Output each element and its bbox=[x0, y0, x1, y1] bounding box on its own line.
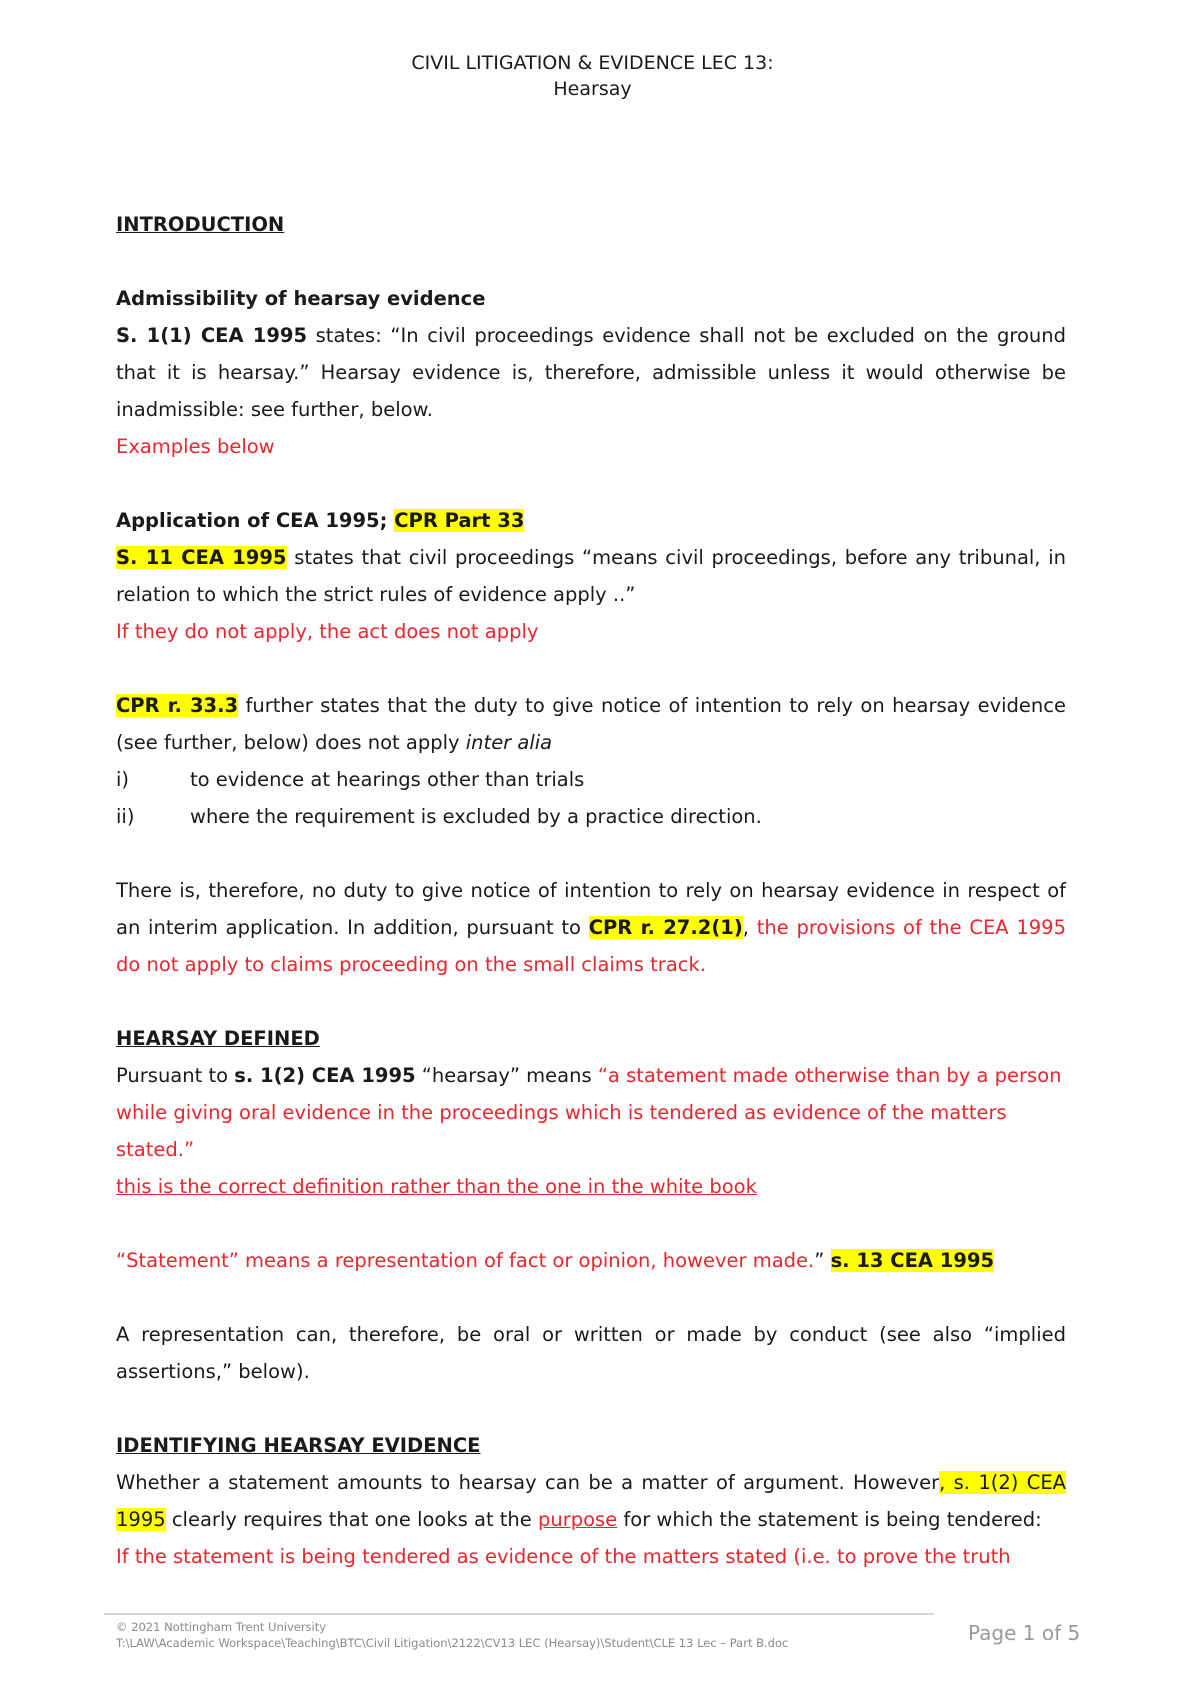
statute-ref: S. 1(1) CEA 1995 bbox=[116, 324, 308, 347]
document-title bbox=[0, 50, 1185, 102]
quote-close: ” bbox=[814, 1249, 825, 1272]
title-line-2: Hearsay bbox=[553, 78, 632, 100]
paragraph-text: “hearsay” means bbox=[415, 1064, 598, 1087]
paragraph-identifying bbox=[116, 1464, 1066, 1538]
heading-hearsay-defined: HEARSAY DEFINED bbox=[116, 1027, 320, 1050]
statement-quote: “Statement” means a representation of fact or opinion, however made. bbox=[116, 1249, 815, 1272]
paragraph-text: Whether a statement amounts to hearsay can be a matter of argument. However bbox=[116, 1471, 940, 1494]
inter-alia: inter alia bbox=[465, 731, 553, 754]
paragraph-statement bbox=[116, 1242, 1066, 1279]
subheading-admissibility: Admissibility of hearsay evidence bbox=[116, 287, 486, 310]
note-correct-definition: this is the correct definition rather than the one in the white book bbox=[116, 1175, 757, 1198]
note-examples: Examples below bbox=[116, 435, 275, 458]
footer-copyright: © 2021 Nottingham Trent University bbox=[116, 1620, 327, 1634]
paragraph-text: states that civil proceedings “means civil proceedings, before any tribunal, in relation to which the strict rules of evidence apply ..” bbox=[116, 546, 1066, 606]
statute-ref-s13: s. 13 CEA 1995 bbox=[830, 1249, 995, 1272]
paragraph-admissibility bbox=[116, 317, 1066, 428]
paragraph-s11 bbox=[116, 539, 1066, 613]
list-item bbox=[116, 761, 1066, 798]
highlight-cpr-part-33: CPR Part 33 bbox=[394, 509, 525, 532]
paragraph-definition bbox=[116, 1057, 1066, 1168]
purpose-word: purpose bbox=[538, 1508, 618, 1531]
title-line-1: CIVIL LITIGATION & EVIDENCE LEC 13: bbox=[411, 52, 774, 74]
highlight-s1-2: , s. 1(2) CEA 1995 bbox=[116, 1471, 1066, 1531]
note-not-apply: If they do not apply, the act does not apply bbox=[116, 620, 539, 643]
definition-quote: “a statement made otherwise than by a person while giving oral evidence in the proceedings which is tendered as evidence of the matters stated.” bbox=[116, 1064, 1062, 1161]
red-text: the provisions of the CEA 1995 do not apply to claims proceeding on the small claims track. bbox=[116, 916, 1066, 976]
statute-ref-s1-2: s. 1(2) CEA 1995 bbox=[234, 1064, 416, 1087]
list-number: i) bbox=[116, 768, 130, 791]
footer-info bbox=[116, 1619, 788, 1651]
comma: , bbox=[742, 916, 749, 939]
heading-introduction: INTRODUCTION bbox=[116, 213, 285, 236]
list-number: ii) bbox=[116, 805, 135, 828]
paragraph-text: clearly requires that one looks at the bbox=[165, 1508, 538, 1531]
paragraph-interim bbox=[116, 872, 1066, 983]
heading-identifying-hearsay: IDENTIFYING HEARSAY EVIDENCE bbox=[116, 1434, 481, 1457]
paragraph-representation: A representation can, therefore, be oral or written or made by conduct (see also “implied assertions,” below). bbox=[116, 1323, 1066, 1383]
paragraph-text: states: “In civil proceedings evidence shall not be excluded on the ground that it is hearsay.” Hearsay evidence is, therefore, admissible unless it would otherwise be inadmissible: see further, below. bbox=[116, 324, 1066, 421]
list-item bbox=[116, 798, 1066, 835]
footer-divider bbox=[104, 1613, 934, 1615]
statute-ref-cpr-27-2: CPR r. 27.2(1) bbox=[588, 916, 743, 939]
footer-path: T:\LAW\Academic Workspace\Teaching\BTC\Civil Litigation\2122\CV13 LEC (Hearsay)\Student\CLE 13 Lec – Part B.doc bbox=[116, 1636, 789, 1650]
page-number: Page 1 of 5 bbox=[968, 1621, 1081, 1645]
list-text: where the requirement is excluded by a practice direction. bbox=[190, 805, 762, 828]
statute-ref-cpr-33-3: CPR r. 33.3 bbox=[116, 694, 239, 717]
document-body bbox=[116, 206, 1066, 1575]
paragraph-cpr-33-3 bbox=[116, 687, 1066, 761]
subheading-application bbox=[116, 502, 1066, 539]
statute-ref-s11: S. 11 CEA 1995 bbox=[116, 546, 287, 569]
paragraph-text: for which the statement is being tendered: bbox=[617, 1508, 1042, 1531]
subheading-text: Application of CEA 1995; bbox=[116, 509, 395, 532]
paragraph-text: further states that the duty to give notice of intention to rely on hearsay evidence (see further, below) does not apply bbox=[116, 694, 1066, 754]
paragraph-text: Pursuant to bbox=[116, 1064, 235, 1087]
paragraph-text: There is, therefore, no duty to give notice of intention to rely on hearsay evidence in respect of an interim application. In addition, pursuant to bbox=[116, 879, 1066, 939]
note-tendered: If the statement is being tendered as evidence of the matters stated (i.e. to prove the truth bbox=[116, 1545, 1011, 1568]
list-text: to evidence at hearings other than trials bbox=[190, 768, 585, 791]
